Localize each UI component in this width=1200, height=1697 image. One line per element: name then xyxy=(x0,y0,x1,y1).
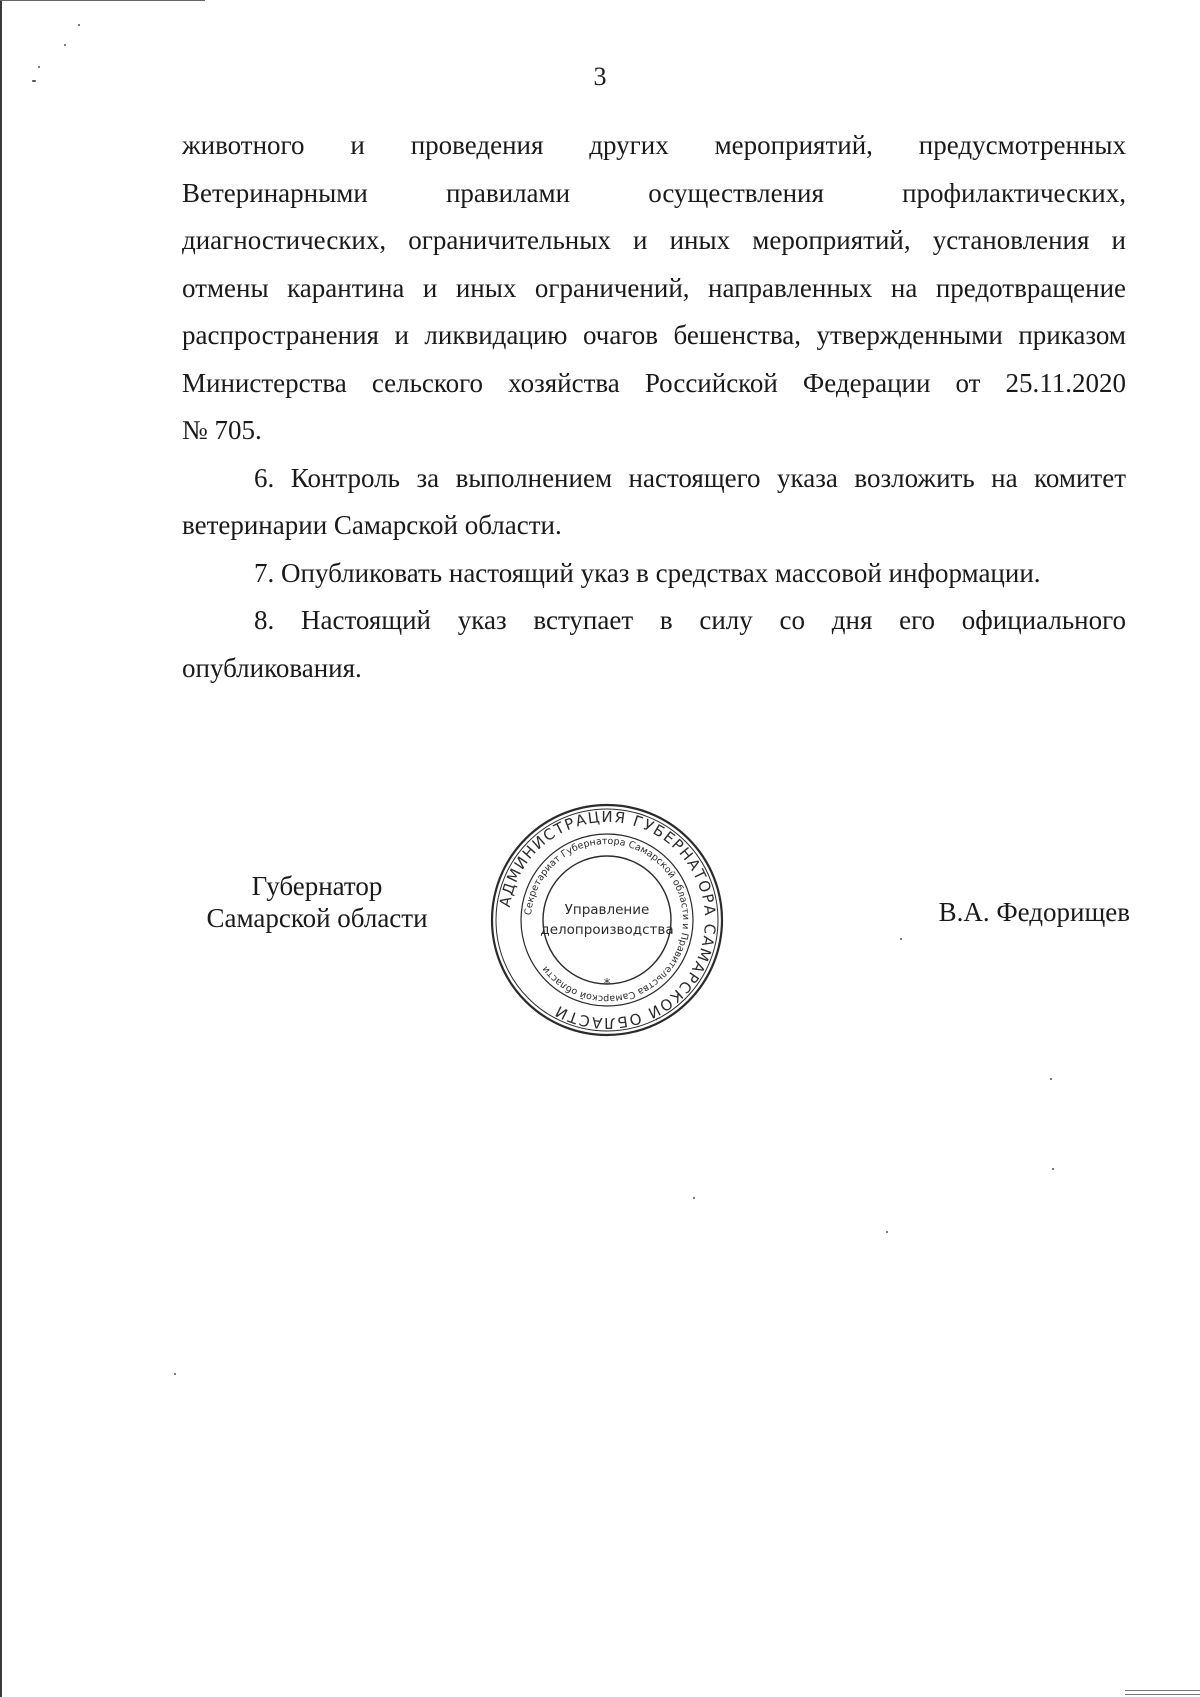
item-6-line: 6. Контроль за выполнением настоящего указа возложить на комитет xyxy=(254,462,1126,493)
scan-bottom-edge-2 xyxy=(1125,1694,1200,1695)
signatory-title-line: Губернатор xyxy=(251,871,383,901)
body-line: отмены карантина и иных ограничений, направленных на предотвращение xyxy=(182,272,1126,303)
scan-top-edge xyxy=(0,0,205,1)
scan-speck xyxy=(78,24,80,26)
document-body xyxy=(182,122,1126,692)
seal-star-glyph: * xyxy=(603,977,611,992)
scan-speck xyxy=(693,1197,695,1199)
seal-inner-textpath: Секретариат Губернатора Самарской области и Правительства Самарской области xyxy=(523,835,692,1005)
scan-left-edge xyxy=(0,0,2,1697)
seal-center-line: делопроизводства xyxy=(540,922,674,938)
body-line: животного и проведения других мероприятий, предусмотренных xyxy=(182,130,1126,160)
body-line: диагностических, ограничительных и иных мероприятий, установления и xyxy=(182,225,1126,255)
scan-speck xyxy=(900,938,902,940)
seal-outer-textpath: АДМИНИСТРАЦИЯ ГУБЕРНАТОРА САМАРСКОЙ ОБЛАСТИ xyxy=(495,807,720,1033)
item-8-line: опубликования. xyxy=(182,652,362,683)
scan-speck xyxy=(1052,1168,1054,1170)
item-7-line: 7. Опубликовать настоящий указ в средствах массовой информации. xyxy=(254,557,1041,588)
body-line: распространения и ликвидацию очагов бешенства, утвержденными приказом xyxy=(182,320,1126,350)
scan-bottom-edge xyxy=(1125,1690,1200,1691)
official-seal xyxy=(489,802,725,1038)
seal-center-line: Управление xyxy=(564,902,650,918)
scan-speck xyxy=(64,44,66,46)
signatory-title xyxy=(192,870,442,934)
signatory-name: В.А. Федорищев xyxy=(938,897,1130,927)
seal-graphic xyxy=(489,802,725,1038)
scan-speck xyxy=(174,1373,176,1375)
body-line: № 705. xyxy=(182,415,262,445)
item-8-line: 8. Настоящий указ вступает в силу со дня его официального xyxy=(254,605,1126,635)
body-line: Ветеринарными правилами осуществления профилактических, xyxy=(182,177,1126,208)
item-6-line: ветеринарии Самарской области. xyxy=(182,510,562,540)
scan-speck xyxy=(886,1231,888,1233)
signatory-title-line: Самарской области xyxy=(206,903,428,933)
scan-speck xyxy=(1050,1078,1052,1080)
body-line: Министерства сельского хозяйства Российской Федерации от 25.11.2020 xyxy=(182,367,1126,398)
page-number: 3 xyxy=(593,62,607,91)
